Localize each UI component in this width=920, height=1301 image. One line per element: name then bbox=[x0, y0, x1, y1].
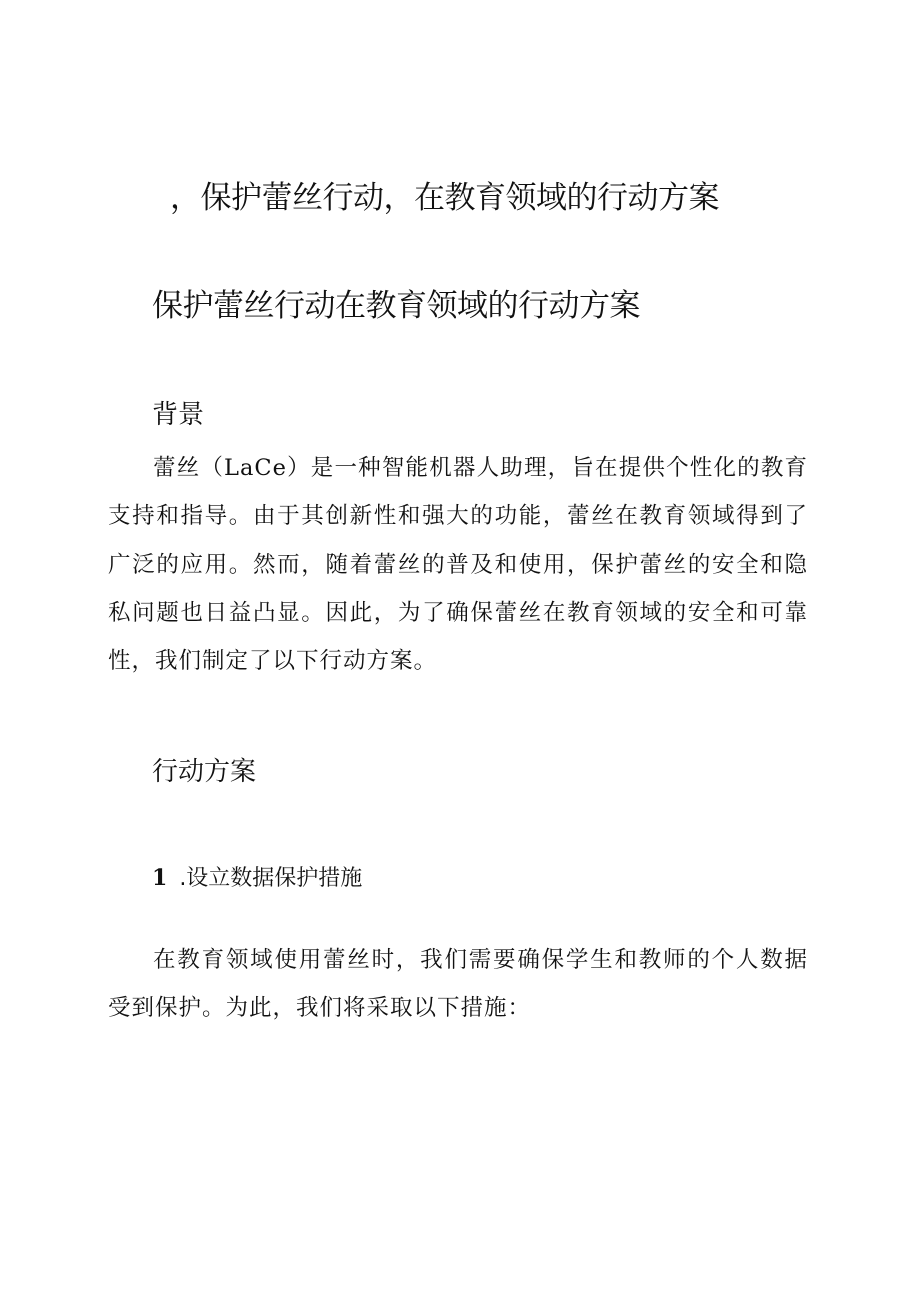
item-1-title: .设立数据保护措施 bbox=[179, 866, 363, 891]
document-subtitle: 保护蕾丝行动在教育领域的行动方案 bbox=[152, 288, 640, 324]
background-heading: 背景 bbox=[152, 400, 205, 430]
document-title: ，保护蕾丝行动，在教育领域的行动方案 bbox=[170, 180, 719, 216]
action-plan-heading: 行动方案 bbox=[152, 757, 257, 787]
item-1-number: 1 bbox=[152, 865, 168, 891]
item-1-heading bbox=[152, 858, 362, 899]
background-paragraph: 蕾丝（LaCe）是一种智能机器人助理，旨在提供个性化的教育支持和指导。由于其创新性和强大的功能，蕾丝在教育领域得到了广泛的应用。然而，随着蕾丝的普及和使用，保护蕾丝的安全和隐私问题也日益凸显。因此，为了确保蕾丝在教育领域的安全和可靠性，我们制定了以下行动方案。 bbox=[108, 455, 808, 675]
item-1-paragraph: 在教育领域使用蕾丝时，我们需要确保学生和教师的个人数据受到保护。为此，我们将采取以下措施： bbox=[108, 947, 808, 1022]
